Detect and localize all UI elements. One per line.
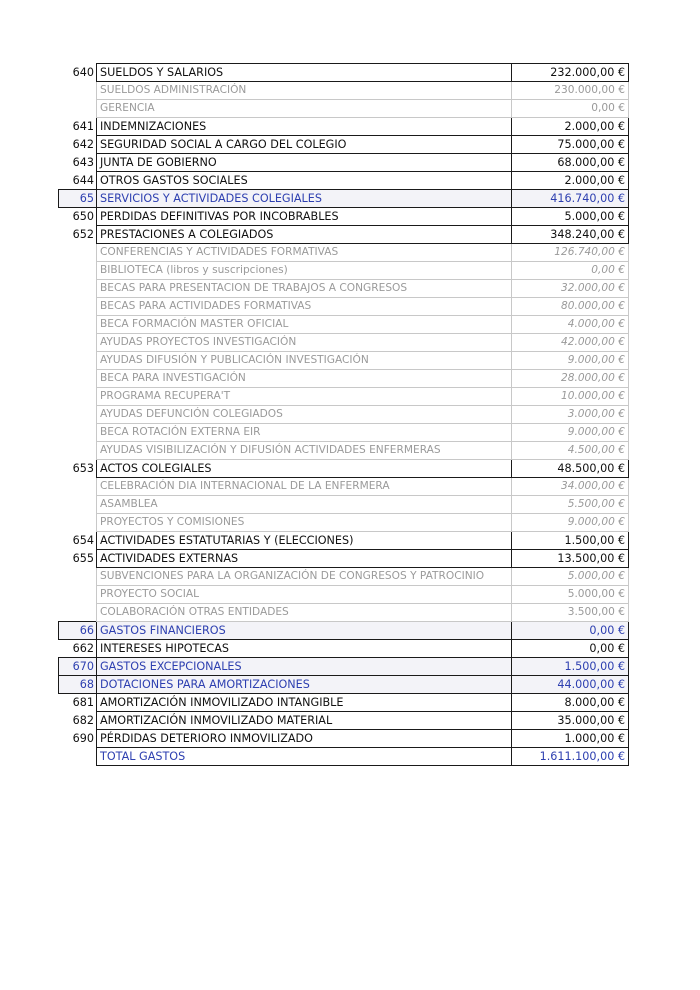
amount-cell: 2.000,00 € bbox=[512, 172, 629, 190]
account-row bbox=[59, 550, 629, 568]
amount-cell: 13.500,00 € bbox=[512, 550, 629, 568]
account-description: AMORTIZACIÓN INMOVILIZADO INTANGIBLE bbox=[97, 694, 512, 712]
account-code: 650 bbox=[72, 210, 94, 224]
amount-cell: 48.500,00 € bbox=[512, 460, 629, 478]
detail-row bbox=[59, 100, 629, 118]
detail-row bbox=[59, 496, 629, 514]
amount-cell: 5.000,00 € bbox=[512, 568, 629, 586]
amount-cell: 68.000,00 € bbox=[512, 154, 629, 172]
account-code: 643 bbox=[72, 156, 94, 169]
account-code: 670 bbox=[59, 658, 97, 676]
amount-cell: 35.000,00 € bbox=[512, 712, 629, 730]
amount-cell: 44.000,00 € bbox=[512, 676, 629, 694]
account-code: 654 bbox=[72, 534, 94, 547]
account-row bbox=[59, 64, 629, 82]
account-description: PÉRDIDAS DETERIORO INMOVILIZADO bbox=[97, 730, 512, 748]
account-code bbox=[59, 298, 97, 316]
account-row bbox=[59, 460, 629, 478]
account-description: SUELDOS Y SALARIOS bbox=[97, 64, 512, 82]
account-code: 68 bbox=[59, 676, 97, 694]
account-description: JUNTA DE GOBIERNO bbox=[97, 154, 512, 172]
account-description: INDEMNIZACIONES bbox=[97, 118, 512, 136]
account-code bbox=[59, 334, 97, 352]
amount-cell: 8.000,00 € bbox=[512, 694, 629, 712]
detail-row bbox=[59, 82, 629, 100]
detail-row bbox=[59, 280, 629, 298]
amount-cell: 3.500,00 € bbox=[512, 604, 629, 622]
amount-cell: 0,00 € bbox=[512, 100, 629, 118]
amount-cell: 42.000,00 € bbox=[512, 334, 629, 352]
account-description: PROYECTOS Y COMISIONES bbox=[97, 514, 512, 532]
account-code bbox=[59, 748, 97, 766]
amount-cell: 232.000,00 € bbox=[512, 64, 629, 82]
account-row bbox=[59, 640, 629, 658]
amount-cell: 10.000,00 € bbox=[512, 388, 629, 406]
detail-row bbox=[59, 370, 629, 388]
account-description: INTERESES HIPOTECAS bbox=[97, 640, 512, 658]
detail-row bbox=[59, 442, 629, 460]
account-code: 682 bbox=[72, 714, 94, 727]
account-code: 690 bbox=[72, 732, 94, 745]
detail-row bbox=[59, 478, 629, 496]
account-code bbox=[59, 262, 97, 280]
amount-cell: 1.611.100,00 € bbox=[512, 748, 629, 766]
account-code bbox=[59, 316, 97, 334]
amount-cell: 348.240,00 € bbox=[512, 226, 629, 244]
account-code: 66 bbox=[59, 622, 97, 640]
account-description: SUBVENCIONES PARA LA ORGANIZACIÓN DE CONGRESOS Y PATROCINIO bbox=[97, 568, 512, 586]
account-code: 641 bbox=[72, 120, 94, 133]
amount-cell: 0,00 € bbox=[512, 262, 629, 280]
total-row bbox=[59, 748, 629, 766]
detail-row bbox=[59, 316, 629, 334]
account-code bbox=[59, 424, 97, 442]
amount-cell: 2.000,00 € bbox=[512, 118, 629, 136]
account-row bbox=[59, 136, 629, 154]
detail-row bbox=[59, 586, 629, 604]
amount-cell: 1.500,00 € bbox=[512, 658, 629, 676]
account-code: 642 bbox=[72, 138, 94, 151]
account-row bbox=[59, 208, 629, 226]
account-description: DOTACIONES PARA AMORTIZACIONES bbox=[97, 676, 512, 694]
account-description: BIBLIOTECA (libros y suscripciones) bbox=[97, 262, 512, 280]
account-code bbox=[59, 388, 97, 406]
account-description: OTROS GASTOS SOCIALES bbox=[97, 172, 512, 190]
account-row bbox=[59, 172, 629, 190]
account-description: GASTOS FINANCIEROS bbox=[97, 622, 512, 640]
account-description: TOTAL GASTOS bbox=[97, 748, 512, 766]
account-description: AYUDAS DEFUNCIÓN COLEGIADOS bbox=[97, 406, 512, 424]
account-description: CELEBRACIÓN DIA INTERNACIONAL DE LA ENFERMERA bbox=[97, 478, 512, 496]
account-description: PROYECTO SOCIAL bbox=[97, 586, 512, 604]
amount-cell: 1.500,00 € bbox=[512, 532, 629, 550]
account-description: CONFERENCIAS Y ACTIVIDADES FORMATIVAS bbox=[97, 244, 512, 262]
amount-cell: 1.000,00 € bbox=[512, 730, 629, 748]
amount-cell: 4.500,00 € bbox=[512, 442, 629, 460]
amount-cell: 32.000,00 € bbox=[512, 280, 629, 298]
section-row bbox=[59, 190, 629, 208]
detail-row bbox=[59, 334, 629, 352]
account-code bbox=[59, 442, 97, 460]
account-code bbox=[59, 478, 97, 496]
account-description: GASTOS EXCEPCIONALES bbox=[97, 658, 512, 676]
expense-table bbox=[58, 63, 629, 766]
amount-cell: 4.000,00 € bbox=[512, 316, 629, 334]
account-code bbox=[59, 586, 97, 604]
account-code bbox=[59, 604, 97, 622]
account-row bbox=[59, 712, 629, 730]
account-description: BECA ROTACIÓN EXTERNA EIR bbox=[97, 424, 512, 442]
account-code bbox=[59, 82, 97, 100]
amount-cell: 0,00 € bbox=[512, 622, 629, 640]
account-description: SEGURIDAD SOCIAL A CARGO DEL COLEGIO bbox=[97, 136, 512, 154]
account-description: PERDIDAS DEFINITIVAS POR INCOBRABLES bbox=[97, 208, 512, 226]
detail-row bbox=[59, 568, 629, 586]
account-description: GERENCIA bbox=[97, 100, 512, 118]
account-code: 644 bbox=[72, 173, 94, 187]
account-description: BECA PARA INVESTIGACIÓN bbox=[97, 370, 512, 388]
account-code bbox=[59, 406, 97, 424]
section-row bbox=[59, 676, 629, 694]
amount-cell: 416.740,00 € bbox=[512, 190, 629, 208]
amount-cell: 28.000,00 € bbox=[512, 370, 629, 388]
account-code: 65 bbox=[59, 190, 97, 208]
detail-row bbox=[59, 388, 629, 406]
detail-row bbox=[59, 424, 629, 442]
account-code bbox=[59, 352, 97, 370]
detail-row bbox=[59, 244, 629, 262]
account-description: PRESTACIONES A COLEGIADOS bbox=[97, 226, 512, 244]
expense-table-body bbox=[59, 64, 629, 766]
account-row bbox=[59, 226, 629, 244]
account-code bbox=[59, 514, 97, 532]
amount-cell: 34.000,00 € bbox=[512, 478, 629, 496]
account-description: PROGRAMA RECUPERA'T bbox=[97, 388, 512, 406]
account-description: ACTOS COLEGIALES bbox=[97, 460, 512, 478]
account-description: COLABORACIÓN OTRAS ENTIDADES bbox=[97, 604, 512, 622]
detail-row bbox=[59, 262, 629, 280]
account-code: 653 bbox=[72, 462, 94, 475]
account-description: SUELDOS ADMINISTRACIÓN bbox=[97, 82, 512, 100]
account-description: ACTIVIDADES ESTATUTARIAS Y (ELECCIONES) bbox=[97, 532, 512, 550]
account-row bbox=[59, 118, 629, 136]
account-code bbox=[59, 280, 97, 298]
detail-row bbox=[59, 514, 629, 532]
account-description: BECA FORMACIÓN MASTER OFICIAL bbox=[97, 316, 512, 334]
amount-cell: 80.000,00 € bbox=[512, 298, 629, 316]
account-row bbox=[59, 694, 629, 712]
amount-cell: 0,00 € bbox=[512, 640, 629, 658]
account-code bbox=[59, 100, 97, 118]
amount-cell: 5.000,00 € bbox=[512, 586, 629, 604]
amount-cell: 230.000,00 € bbox=[512, 82, 629, 100]
amount-cell: 5.500,00 € bbox=[512, 496, 629, 514]
amount-cell: 9.000,00 € bbox=[512, 424, 629, 442]
account-row bbox=[59, 532, 629, 550]
account-row bbox=[59, 730, 629, 748]
detail-row bbox=[59, 352, 629, 370]
amount-cell: 126.740,00 € bbox=[512, 244, 629, 262]
account-description: AMORTIZACIÓN INMOVILIZADO MATERIAL bbox=[97, 712, 512, 730]
amount-cell: 3.000,00 € bbox=[512, 406, 629, 424]
account-description: ASAMBLEA bbox=[97, 496, 512, 514]
amount-cell: 9.000,00 € bbox=[512, 514, 629, 532]
section-row bbox=[59, 622, 629, 640]
account-code bbox=[59, 244, 97, 262]
account-code: 640 bbox=[72, 66, 94, 79]
account-description: AYUDAS DIFUSIÓN Y PUBLICACIÓN INVESTIGACIÓN bbox=[97, 352, 512, 370]
account-code: 652 bbox=[72, 228, 94, 241]
account-description: SERVICIOS Y ACTIVIDADES COLEGIALES bbox=[97, 190, 512, 208]
account-description: BECAS PARA PRESENTACION DE TRABAJOS A CONGRESOS bbox=[97, 280, 512, 298]
account-code bbox=[59, 568, 97, 586]
detail-row bbox=[59, 298, 629, 316]
account-description: AYUDAS PROYECTOS INVESTIGACIÓN bbox=[97, 334, 512, 352]
expense-budget-sheet bbox=[58, 63, 628, 766]
account-code: 655 bbox=[72, 552, 94, 565]
account-code: 681 bbox=[72, 696, 94, 710]
amount-cell: 75.000,00 € bbox=[512, 136, 629, 154]
detail-row bbox=[59, 604, 629, 622]
account-code: 662 bbox=[72, 642, 94, 655]
section-row bbox=[59, 658, 629, 676]
amount-cell: 9.000,00 € bbox=[512, 352, 629, 370]
account-code bbox=[59, 496, 97, 514]
detail-row bbox=[59, 406, 629, 424]
account-code bbox=[59, 370, 97, 388]
account-description: ACTIVIDADES EXTERNAS bbox=[97, 550, 512, 568]
amount-cell: 5.000,00 € bbox=[512, 208, 629, 226]
account-description: AYUDAS VISIBILIZACIÓN Y DIFUSIÓN ACTIVIDADES ENFERMERAS bbox=[97, 442, 512, 460]
account-description: BECAS PARA ACTIVIDADES FORMATIVAS bbox=[97, 298, 512, 316]
account-row bbox=[59, 154, 629, 172]
